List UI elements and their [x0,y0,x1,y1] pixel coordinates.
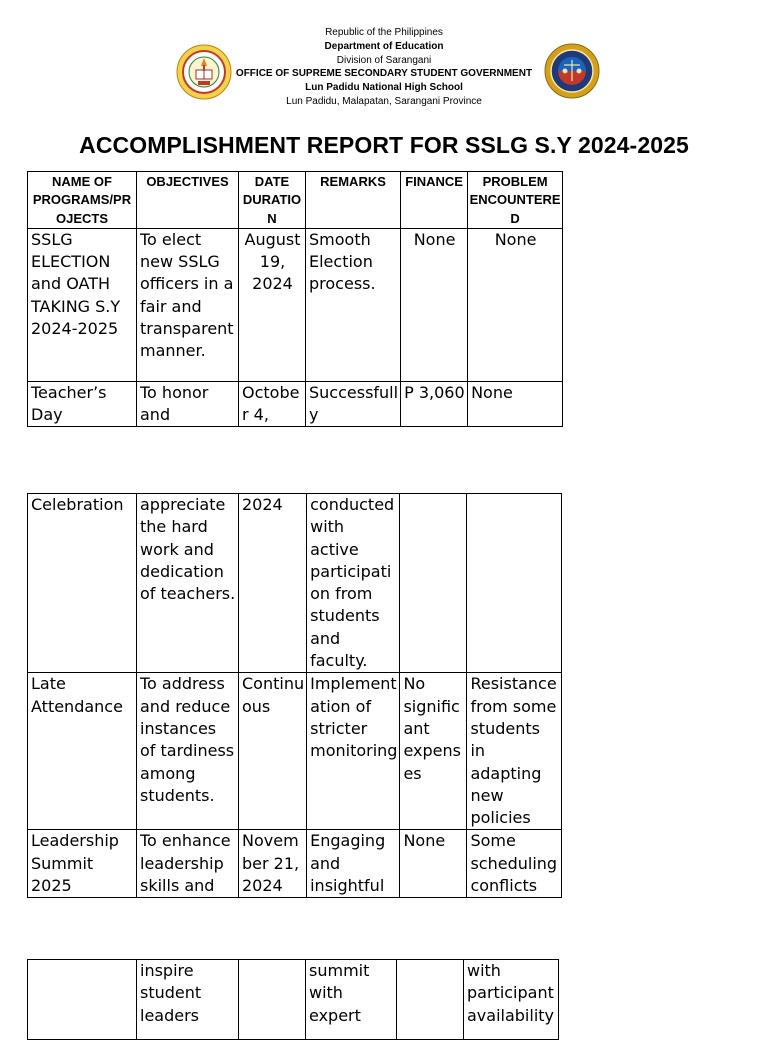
cell-program: Late Attendance [28,673,137,830]
table-row [28,830,562,898]
letterhead-department: Department of Education [324,40,444,52]
cell-finance: None [401,228,468,381]
cell-remarks: summit with expert [306,960,397,1040]
cell-date: Octobe r 4, [239,381,306,427]
cell-date: Continu ous [239,673,307,830]
cell-finance: None [400,830,467,898]
cell-objective: To address and reduce instances of tardiness among students. [137,673,239,830]
cell-problem: None [468,228,563,381]
cell-remarks: Smooth Election process. [306,228,401,381]
header-remarks: REMARKS [306,172,401,229]
cell-program: Teacher’s Day [28,381,137,427]
cell-finance: P 3,060 [401,381,468,427]
cell-program: SSLG ELECTION and OATH TAKING S.Y 2024-2025 [28,228,137,381]
header-problem-encountered: PROBLEM ENCOUNTERE D [468,172,563,229]
letterhead [0,26,768,109]
cell-remarks: Engaging and insightful [307,830,400,898]
report-table-page-3 [27,959,559,1040]
table-row [28,228,563,381]
cell-finance: No signific ant expens es [400,673,467,830]
report-table-page-1 [27,171,563,427]
letterhead-division: Division of Sarangani [336,54,432,66]
cell-date [239,960,306,1040]
letterhead-address: Lun Padidu, Malapatan, Sarangani Province [286,95,482,107]
cell-objective: To elect new SSLG officers in a fair and transparent manner. [137,228,239,381]
cell-remarks: Implement ation of stricter monitoring [307,673,400,830]
cell-date: August 19, 2024 [239,228,306,381]
cell-program: Leadership Summit 2025 [28,830,137,898]
cell-objective: To enhance leadership skills and [137,830,239,898]
cell-objective: appreciate the hard work and dedication of teachers. [137,494,239,673]
cell-problem: Resistance from some students in adapting new policies [467,673,562,830]
cell-objective: To honor and [137,381,239,427]
school-seal-icon [176,44,232,100]
header-date-duration: DATE DURATIO N [239,172,306,229]
page-title: ACCOMPLISHMENT REPORT FOR SSLG S.Y 2024-2025 [79,132,689,158]
table-row [28,381,563,427]
table-row [28,960,559,1040]
letterhead-office: OFFICE OF SUPREME SECONDARY STUDENT GOVERNMENT [235,68,533,80]
cell-problem: None [468,381,563,427]
cell-problem: Some scheduling conflicts [467,830,562,898]
cell-problem [467,494,562,673]
cell-remarks: conducted with active participati on from students and faculty. [307,494,400,673]
cell-finance [400,494,467,673]
cell-date: Novem ber 21, 2024 [239,830,307,898]
report-table-page-2 [27,493,562,898]
header-finance: FINANCE [401,172,468,229]
table-header-row [28,172,563,229]
header-name-of-programs: NAME OF PROGRAMS/PR OJECTS [28,172,137,229]
cell-remarks: Successfull y [306,381,401,427]
letterhead-republic: Republic of the Philippines [325,27,443,38]
header-objectives: OBJECTIVES [137,172,239,229]
table-row [28,494,562,673]
letterhead-school: Lun Padidu National High School [305,82,463,94]
cell-date: 2024 [239,494,307,673]
cell-problem: with participant availability [464,960,559,1040]
table-row [28,673,562,830]
cell-objective: inspire student leaders [137,960,239,1040]
cell-finance [397,960,464,1040]
cell-program: Celebration [28,494,137,673]
cell-program [28,960,137,1040]
ssg-seal-icon [544,43,600,99]
